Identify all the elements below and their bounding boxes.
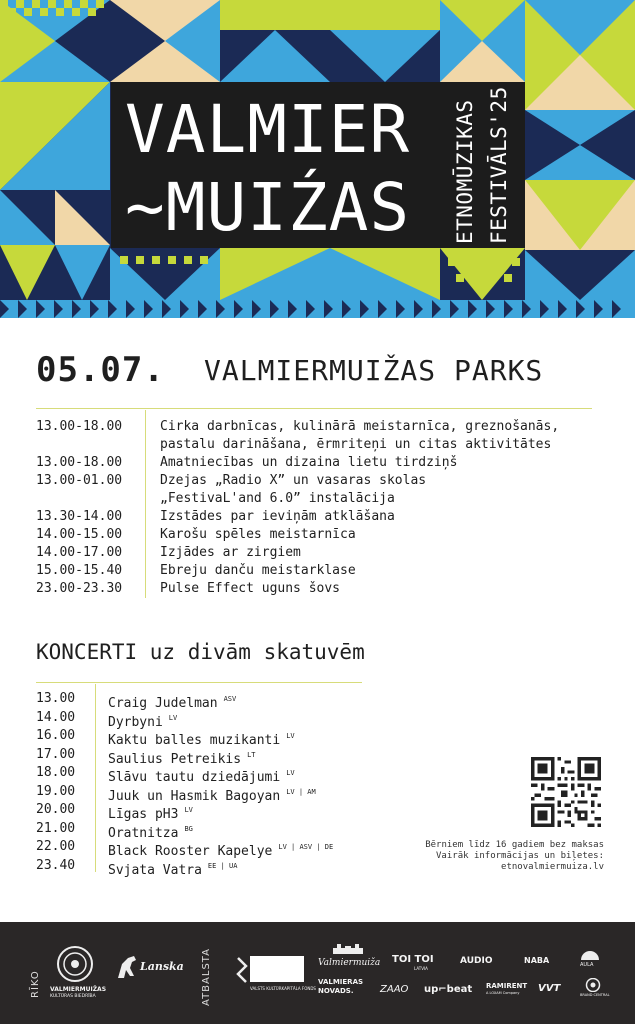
schedule-time: 23.00-23.30 xyxy=(36,581,123,596)
schedule-activity: Dzejas „Radio X” un vasaras skolas xyxy=(160,473,427,488)
concert-origin: EE | UA xyxy=(207,861,238,870)
schedule-activity: Ebreju danču meistarklase xyxy=(160,563,356,578)
valmiermuiza-brewery-logo[interactable] xyxy=(318,944,381,974)
schedule-row xyxy=(36,526,596,544)
activity-schedule xyxy=(36,418,596,598)
schedule-time: 14.00-17.00 xyxy=(36,545,123,560)
schedule-activity: „FestivaL'and 6.0” instalācija xyxy=(160,491,395,506)
concert-artist: Black Rooster Kapelye xyxy=(108,844,273,859)
concert-row xyxy=(36,690,436,709)
seal-icon xyxy=(55,944,95,984)
concert-time: 23.40 xyxy=(36,857,76,873)
subtitle-line2: FESTIVĀLS'25 xyxy=(487,86,511,244)
info-more: Vairāk informācijas un biļetes: xyxy=(436,851,604,861)
concert-artist: Kaktu balles muzikanti xyxy=(108,733,281,748)
concert-artist: Svjata Vatra xyxy=(108,862,202,878)
schedule-row xyxy=(36,472,596,490)
concert-row xyxy=(36,820,436,839)
schedule-activity: Cirka darbnīcas, kulinārā meistarnīca, greznošanās, xyxy=(160,419,560,434)
concert-time: 13.00 xyxy=(36,691,76,706)
concert-row xyxy=(36,801,436,820)
ramirent-logo-text: RAMIRENT xyxy=(486,982,528,990)
schedule-row xyxy=(36,454,596,472)
audio-logo[interactable]: AUDIO xyxy=(460,956,493,966)
schedule-row xyxy=(36,418,596,436)
festival-title-line2: ~MUIŹAS xyxy=(125,169,411,246)
schedule-time: 13.30-14.00 xyxy=(36,509,123,524)
concert-time: 17.00 xyxy=(36,746,76,762)
vkkf-white-block xyxy=(250,956,304,982)
schedule-time: 15.00-15.40 xyxy=(36,563,123,578)
concert-origin: LV xyxy=(286,732,295,740)
schedule-time: 13.00-18.00 xyxy=(36,419,123,434)
concert-origin: LV | AM xyxy=(286,787,316,796)
concert-artist: Slāvu tautu dziedājumi xyxy=(108,770,281,785)
concert-artist: Oratnitza xyxy=(108,825,179,841)
schedule-row xyxy=(36,580,596,598)
concert-artist: Līgas pH3 xyxy=(108,807,179,822)
schedule-time: 13.00-01.00 xyxy=(36,473,123,488)
schedule-row xyxy=(36,436,596,454)
brewery-logo-text: BRAND CENTRAL xyxy=(580,993,610,997)
info-website-link[interactable]: etnovalmiermuiza.lv xyxy=(501,862,604,872)
vkkf-logo[interactable] xyxy=(236,956,316,996)
concert-time: 22.00 xyxy=(36,839,76,854)
emblem-icon xyxy=(585,978,601,992)
concert-origin: BG xyxy=(184,824,193,833)
upbeat-logo[interactable]: up⌐beat xyxy=(424,984,473,995)
event-venue: VALMIERMUIŽAS PARKS xyxy=(204,354,544,387)
toitoi-logo-sub: LATVIA xyxy=(414,966,428,971)
concert-artist: Saulius Petreikis xyxy=(108,751,242,767)
concert-time: 21.00 xyxy=(36,820,76,836)
concert-origin: LV | ASV | DE xyxy=(278,843,334,851)
zaao-logo[interactable]: ZAAO xyxy=(380,984,409,995)
concert-row xyxy=(36,838,436,857)
valmieras-novads-logo[interactable]: VALMIERAS NOVADS. xyxy=(318,978,364,995)
festival-title-line1: VALMIER xyxy=(125,91,411,168)
horse-icon xyxy=(114,952,140,980)
concert-artist: Craig Judelman xyxy=(108,696,218,711)
concert-origin: LV xyxy=(184,806,193,814)
schedule-row xyxy=(36,508,596,526)
festival-subtitle-box xyxy=(446,82,525,248)
castle-icon xyxy=(333,944,363,954)
toitoi-logo[interactable] xyxy=(392,954,448,974)
festival-subtitle xyxy=(448,86,516,244)
vkkf-mark-icon xyxy=(236,956,248,986)
lanska-logo[interactable] xyxy=(114,952,184,982)
vvt-logo[interactable]: VVT xyxy=(538,983,561,994)
schedule-activity: pastalu darināšana, ērmriteņi un citas aktivitātes xyxy=(160,437,552,452)
schedule-activity: Izstādes par ieviņām atklāšana xyxy=(160,509,395,524)
event-date: 05.07. xyxy=(36,350,165,390)
schedule-row xyxy=(36,490,596,508)
valmiermuizas-logo[interactable] xyxy=(55,944,95,984)
concert-time: 20.00 xyxy=(36,802,76,817)
concert-list xyxy=(36,690,436,878)
ramirent-logo[interactable] xyxy=(486,982,536,1002)
schedule-activity: Pulse Effect uguns šovs xyxy=(160,581,341,596)
concert-row xyxy=(36,727,436,746)
valmiermuiza-logo-text: Valmiermuiža xyxy=(318,958,381,968)
supporters-label: ATBALSTA xyxy=(201,948,212,1006)
concert-time: 16.00 xyxy=(36,728,76,743)
concert-row xyxy=(36,764,436,783)
valmiermuizas-logo-text: VALMIERMUIŽAS xyxy=(50,986,107,993)
brewery-central-logo[interactable] xyxy=(580,978,610,1002)
concert-row xyxy=(36,783,436,802)
concert-time: 19.00 xyxy=(36,783,76,799)
concert-artist: Juuk un Hasmik Bagoyan xyxy=(108,788,281,804)
schedule-row xyxy=(36,562,596,580)
schedule-activity: Karošu spēles meistarnīca xyxy=(160,527,356,542)
valmiermuizas-logo-sub: KULTŪRAS BIEDRĪBA xyxy=(50,994,96,999)
schedule-activity: Izjādes ar zirgiem xyxy=(160,545,301,560)
schedule-time: 14.00-15.00 xyxy=(36,527,123,542)
concerts-heading: KONCERTI uz divām skatuvēm xyxy=(36,640,365,664)
aula-logo-text: AULA xyxy=(580,962,594,968)
dome-icon xyxy=(581,950,599,960)
concert-origin: ASV xyxy=(223,695,237,703)
naba-logo[interactable]: NABA xyxy=(524,956,550,965)
ticket-info xyxy=(420,840,604,873)
concert-row xyxy=(36,857,436,876)
concert-row xyxy=(36,709,436,728)
concert-origin: LT xyxy=(247,750,256,759)
lanska-logo-text: Lanska xyxy=(140,960,184,973)
festival-title-box xyxy=(111,82,446,248)
schedule-activity: Amatniecības un dizaina lietu tirdziņš xyxy=(160,455,458,470)
concert-time: 18.00 xyxy=(36,765,76,780)
vkkf-logo-text: VALSTS KULTŪRKAPITĀLA FONDS xyxy=(250,986,316,991)
concert-origin: LV xyxy=(286,769,295,777)
hero-pattern xyxy=(0,0,635,318)
info-free-children: Bērniem līdz 16 gadiem bez maksas xyxy=(425,840,604,850)
sponsors-footer xyxy=(0,922,635,1024)
concert-origin: LV xyxy=(168,713,178,722)
organizers-label: RĪKO xyxy=(30,970,41,998)
concert-artist: Dyrbyni xyxy=(108,714,163,730)
divider xyxy=(36,408,592,409)
concert-time: 14.00 xyxy=(36,709,76,725)
toitoi-logo-text: TOI TOI xyxy=(392,954,434,965)
qr-code[interactable] xyxy=(531,757,601,827)
schedule-time: 13.00-18.00 xyxy=(36,455,123,470)
subtitle-line1: ETNOMŪZIKAS xyxy=(453,99,477,244)
schedule-row xyxy=(36,544,596,562)
aula-logo[interactable] xyxy=(576,950,604,970)
concert-row xyxy=(36,746,436,765)
divider xyxy=(36,682,362,683)
ramirent-logo-sub: A LOXAM Company xyxy=(486,991,520,995)
date-venue-row xyxy=(36,350,606,396)
